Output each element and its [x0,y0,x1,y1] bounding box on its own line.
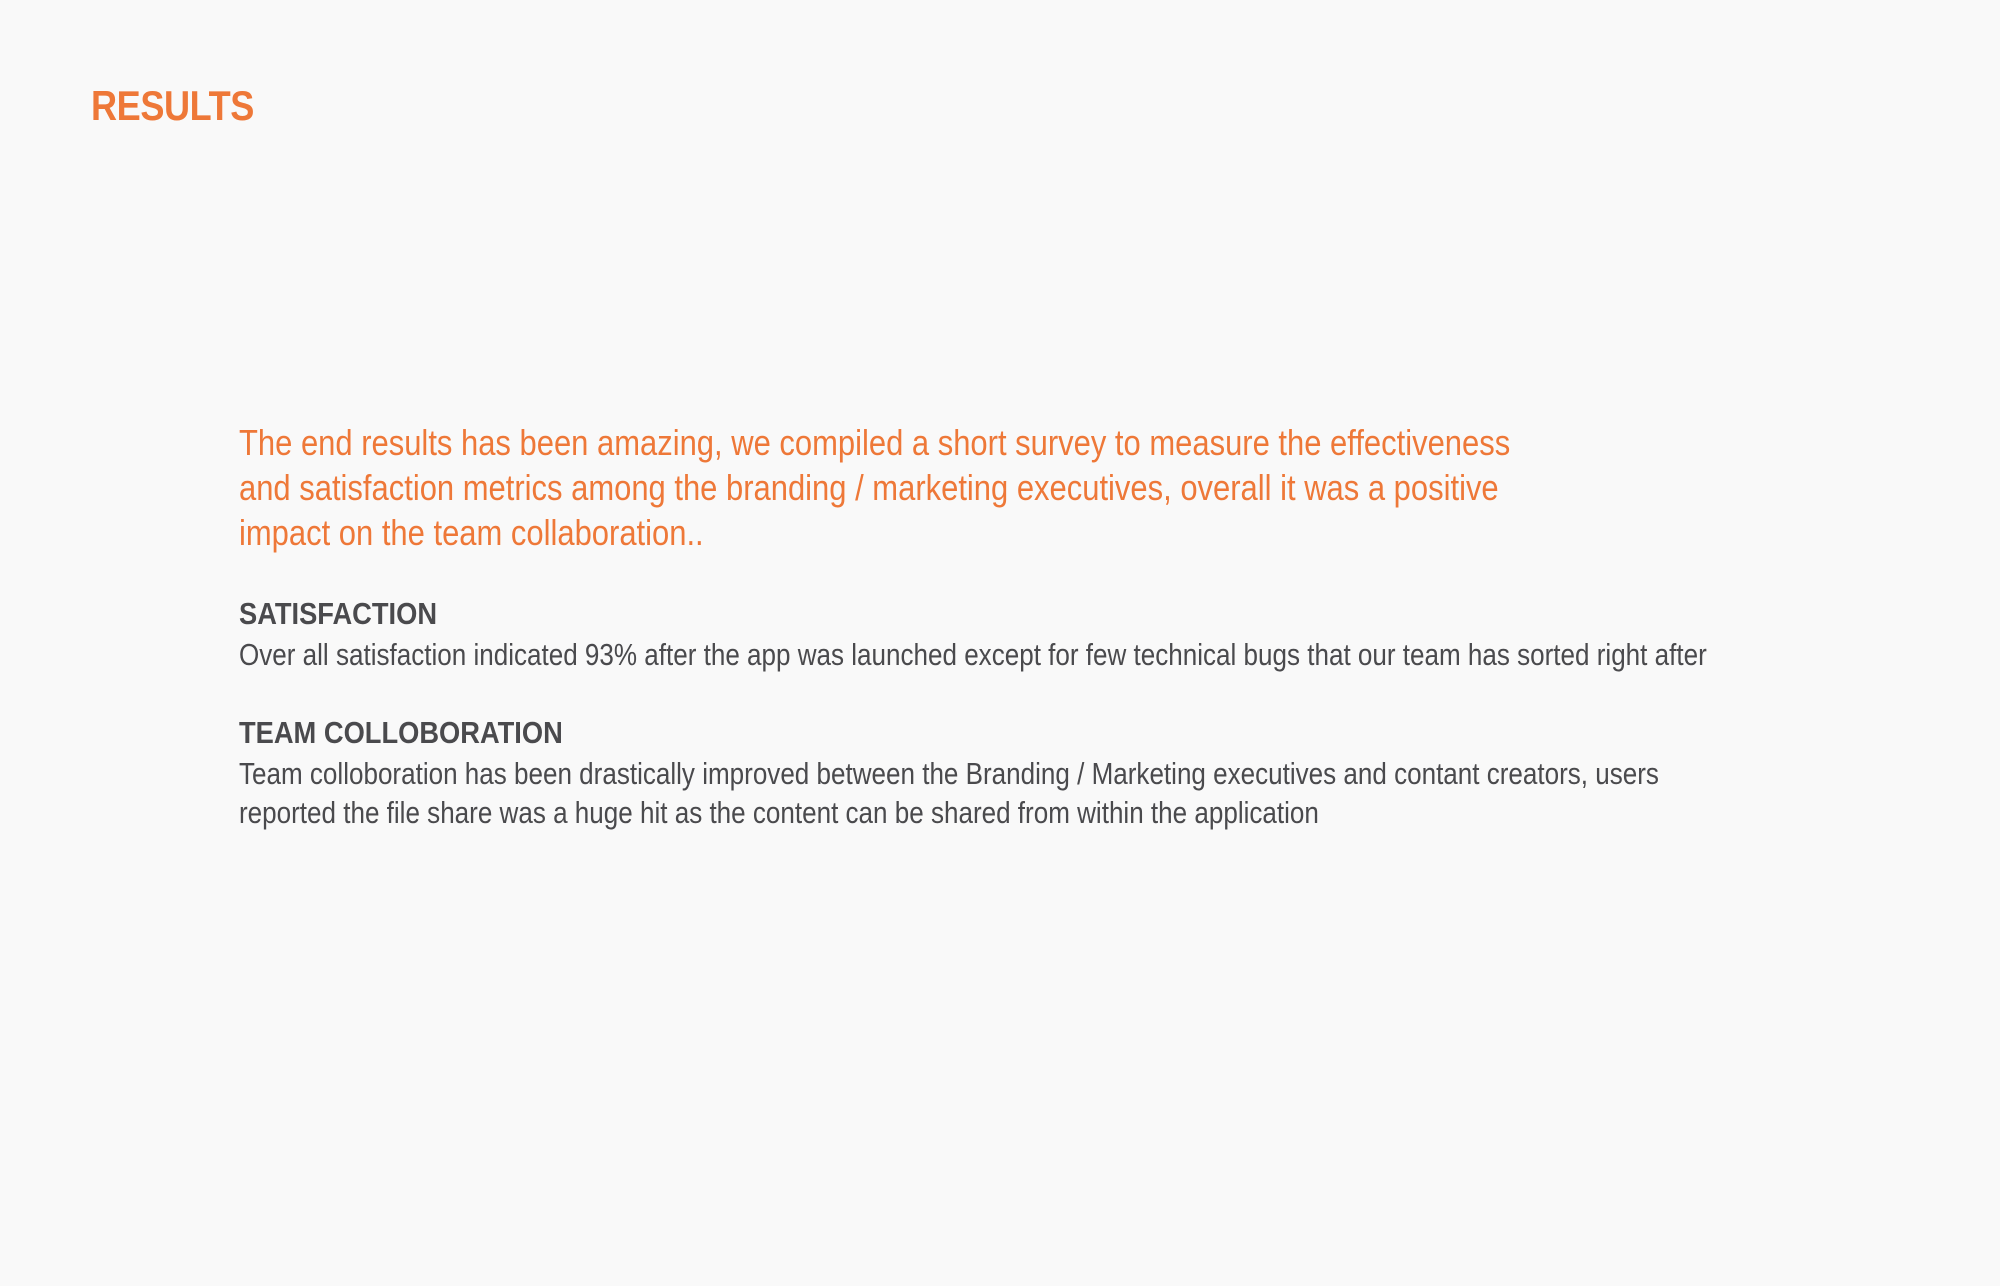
section-heading: TEAM COLLOBORATION [239,715,563,750]
intro-paragraph: The end results has been amazing, we compiled a short survey to measure the effectiveness and satisfaction metrics among the branding / marketing executives, overall it was a positive impact on the team collaboration.. [239,422,1511,553]
results-content [239,420,1839,832]
section-team-colloboration [239,714,1839,832]
section-body: Over all satisfaction indicated 93% after the app was launched except for few technical bugs that our team has sorted right after [239,637,1707,672]
page-title: RESULTS [91,82,254,129]
section-heading: SATISFACTION [239,596,438,631]
section-body: Team colloboration has been drastically improved between the Branding / Marketing executives and contant creators, users reported the file share was a huge hit as the content can be shared from within the application [239,756,1659,830]
section-satisfaction [239,595,1839,674]
